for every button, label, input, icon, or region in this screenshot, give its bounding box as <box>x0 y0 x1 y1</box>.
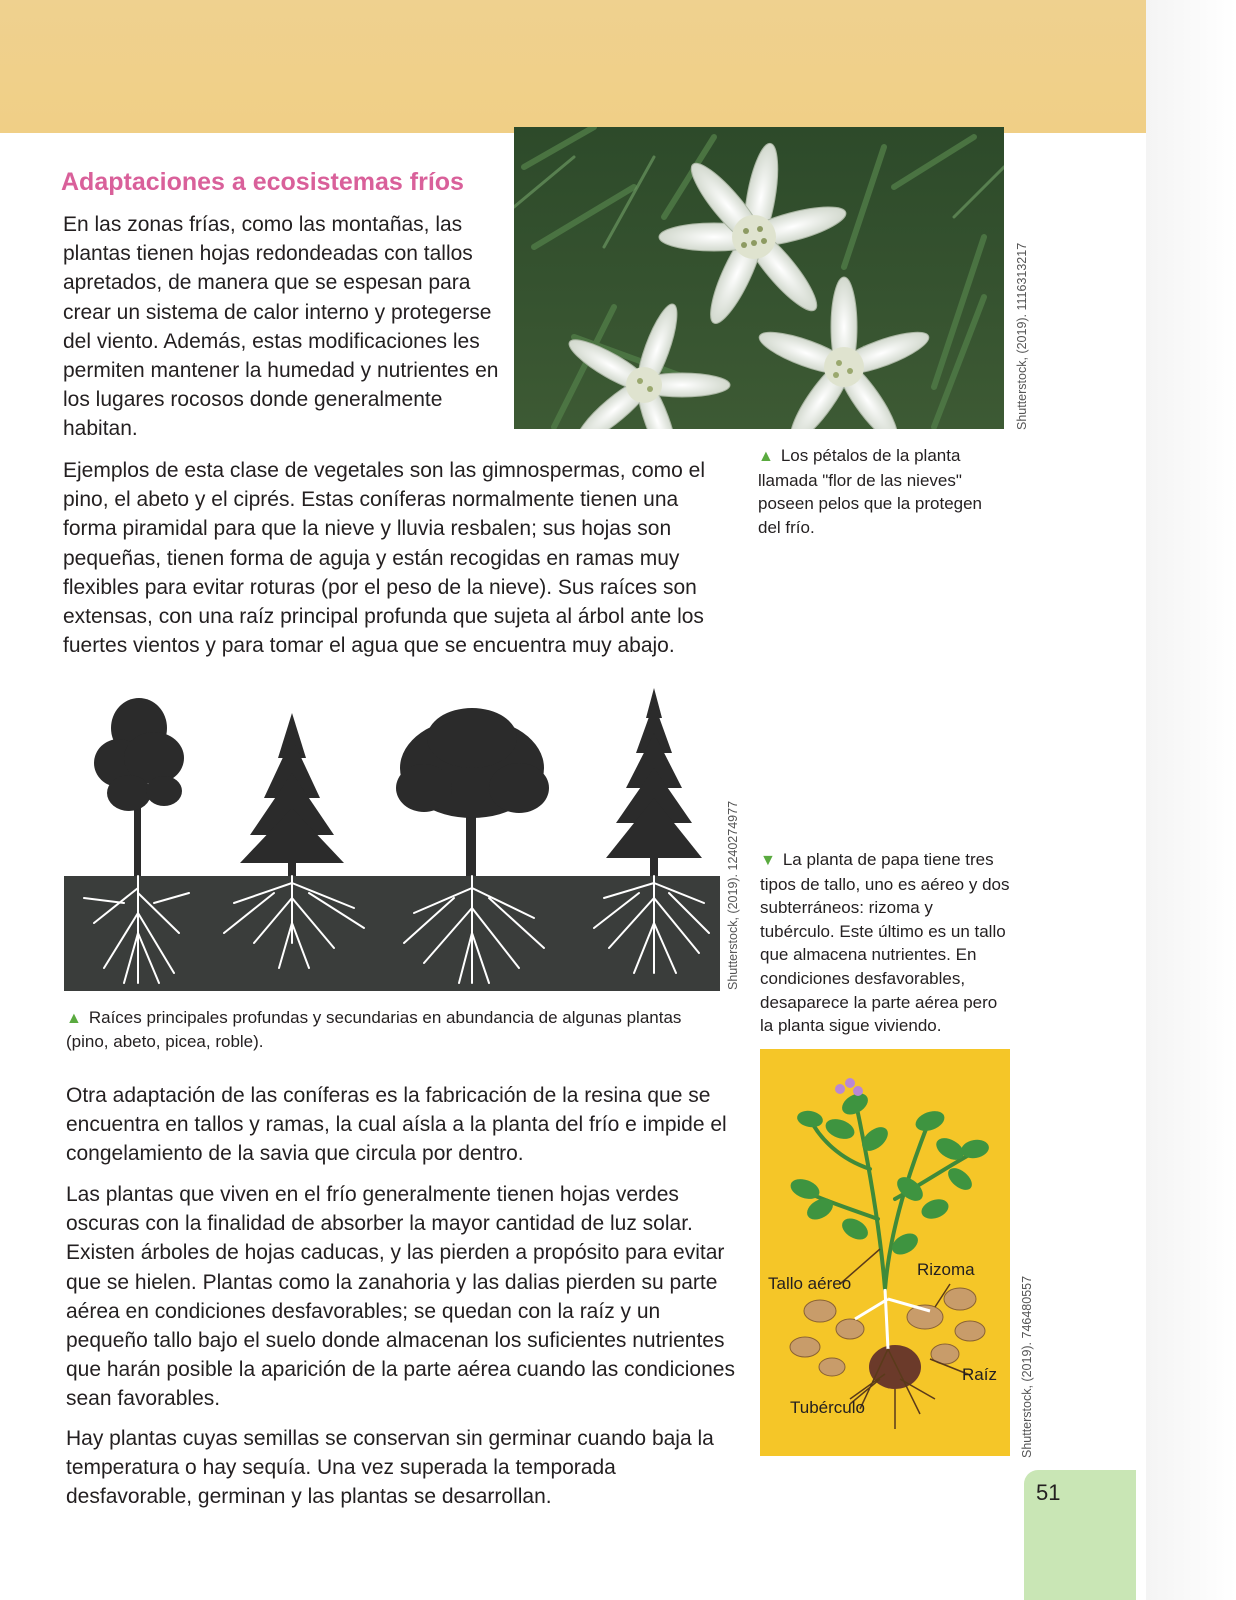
paragraph-gymnosperms: Ejemplos de esta clase de vegetales son las gimnospermas, como el pino, el abeto y el ciprés. Estas coníferas normalmente tienen una forma piramidal para que la nieve y lluvia resbalen; sus hojas son pequeñas, tienen forma de aguja y están recogidas en ramas muy flexibles para evitar roturas (por el peso de la nieve). Sus raíces son extensas, con una raíz principal profunda que sujeta al árbol ante los fuertes vientos y para tomar el agua que se encuentra muy abajo. <box>63 459 705 658</box>
right-page-margin <box>1146 0 1236 1600</box>
caption-potato <box>760 848 1010 1038</box>
page-number: 51 <box>1036 1480 1061 1505</box>
caption-flower <box>758 444 998 539</box>
caption-triangle-icon: ▲ <box>66 1010 82 1027</box>
potato-plant-illustration <box>760 1049 1010 1456</box>
label-tallo-aereo: Tallo aéreo <box>768 1274 852 1293</box>
photo-credit-roots: Shutterstock, (2019). 1240274977 <box>726 800 740 990</box>
paragraph-seeds: Hay plantas cuyas semillas se conservan sin germinar cuando baja la temperatura o hay sequía. Una vez superada la temporada desfavorable, germinan y las plantas se desarrollan. <box>66 1427 714 1509</box>
caption-triangle-down-icon: ▼ <box>760 852 776 869</box>
caption-triangle-icon: ▲ <box>758 448 774 465</box>
paragraph-resin: Otra adaptación de las coníferas es la fabricación de la resina que se encuentra en tallos y ramas, la cual aísla a la planta del frío e impide el congelamiento de la savia que circula por dentro. <box>66 1084 727 1166</box>
section-heading: Adaptaciones a ecosistemas fríos <box>61 168 464 196</box>
caption-roots <box>66 1006 716 1053</box>
paragraph-dark-leaves: Las plantas que viven en el frío generalmente tienen hojas verdes oscuras con la finalidad de absorber la mayor cantidad de luz solar. Existen árboles de hojas caducas, y las pierden a propósito para evitar que se hielen. Plantas como la zanahoria y las dalias pierden su parte aérea en condiciones desfavorables; se quedan con la raíz y un pequeño tallo bajo el suelo donde almacenan los suficientes nutrientes que harán posible la aparición de la parte aérea cuando las condiciones sean favorables. <box>66 1183 735 1411</box>
page-number-tab <box>1024 1470 1136 1600</box>
caption-flower-text: Los pétalos de la planta llamada "flor de las nieves" poseen pelos que la protegen del frío. <box>758 446 983 537</box>
edelweiss-photo <box>514 127 1004 429</box>
label-tuberculo: Tubérculo <box>790 1398 865 1417</box>
photo-credit-flower: Shutterstock, (2019). 1116313217 <box>1015 242 1029 430</box>
label-raiz: Raíz <box>962 1365 997 1384</box>
label-rizoma: Rizoma <box>917 1260 975 1279</box>
tree-roots-illustration <box>64 683 720 991</box>
top-color-band <box>0 0 1146 133</box>
caption-roots-text: Raíces principales profundas y secundarias en abundancia de algunas plantas (pino, abeto, picea, roble). <box>66 1008 682 1051</box>
paragraph-cold-zones: En las zonas frías, como las montañas, las plantas tienen hojas redondeadas con tallos apretados, de manera que se espesan para crear un sistema de calor interno y protegerse del viento. Además, estas modificaciones les permiten mantener la humedad y nutrientes en los lugares rocosos donde generalmente habitan. <box>63 213 499 441</box>
photo-credit-potato: Shutterstock, (2019). 746480557 <box>1020 1275 1034 1458</box>
caption-potato-text: La planta de papa tiene tres tipos de tallo, uno es aéreo y dos subterráneos: rizoma y tubérculo. Este último es un tallo que almacena nutrientes. En condiciones desfavorables, desaparece la parte aérea pero la planta sigue viviendo. <box>760 850 1010 1036</box>
